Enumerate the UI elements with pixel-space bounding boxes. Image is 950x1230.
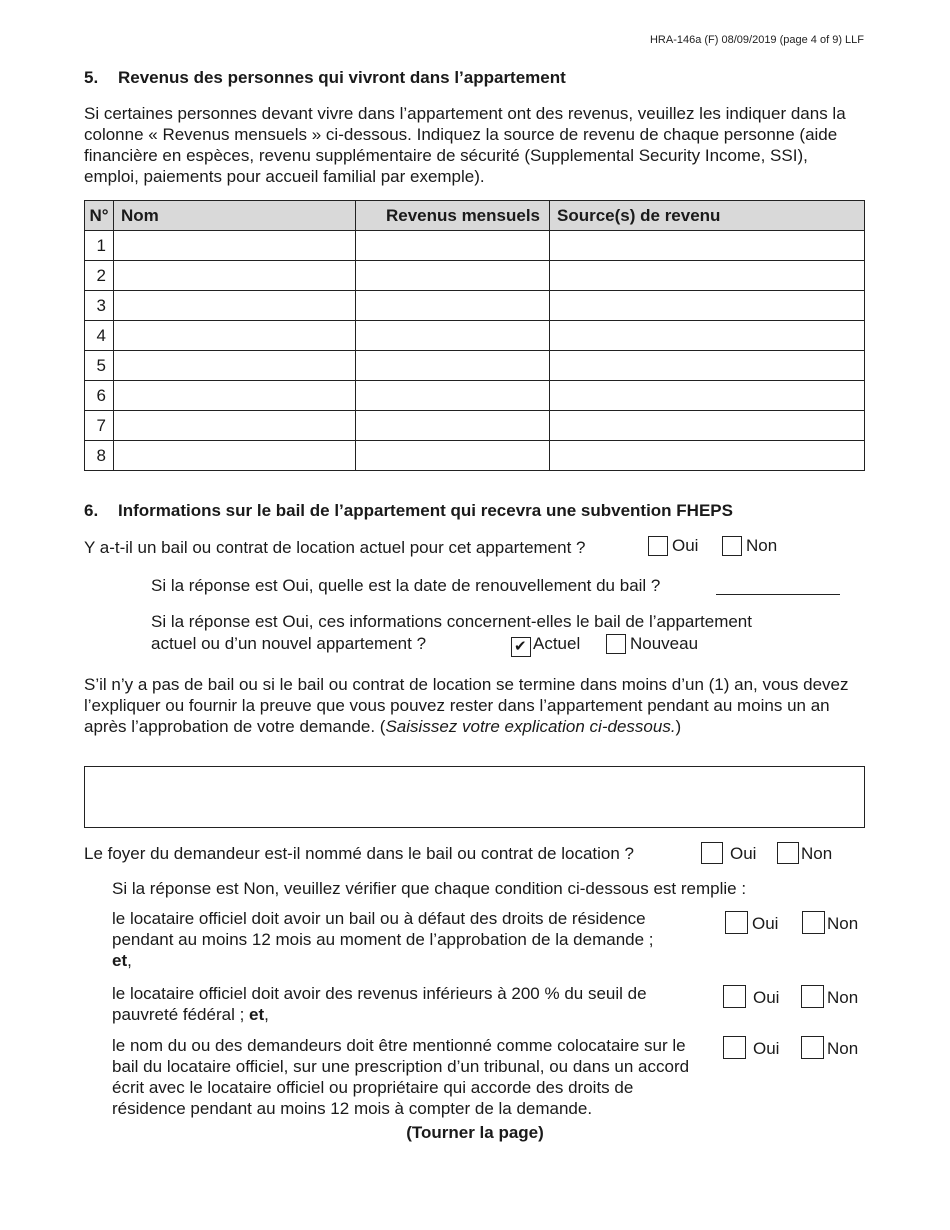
explanation-instructions-text: S’il n’y a pas de bail ou si le bail ou contrat de location se termine dans moins d’un (1) an, vous devez l’expliquer ou fournir la preuve que vous pouvez rester dans l’appartement pendant au moins un an après l’approbation de votre demande. ( [84, 675, 849, 736]
condition-1-non-label: Non [827, 914, 859, 933]
apartment-nouveau-label: Nouveau [630, 634, 699, 653]
monthly-income-cell[interactable] [356, 351, 550, 381]
table-row [85, 411, 865, 441]
col-header-name: Nom [114, 201, 356, 231]
condition-3-non-label: Non [827, 1039, 859, 1058]
monthly-income-cell[interactable] [356, 441, 550, 471]
apartment-nouveau[interactable] [606, 633, 698, 654]
lease-exists-non[interactable] [722, 535, 777, 556]
row-number: 7 [85, 411, 114, 441]
monthly-income-cell[interactable] [356, 411, 550, 441]
condition-1-oui-label: Oui [752, 914, 779, 933]
name-cell[interactable] [114, 381, 356, 411]
condition-2-non[interactable] [801, 985, 858, 1008]
income-source-cell[interactable] [550, 231, 865, 261]
row-number: 3 [85, 291, 114, 321]
question-household-named: Le foyer du demandeur est-il nommé dans le bail ou contrat de location ? [84, 844, 634, 863]
row-number: 5 [85, 351, 114, 381]
condition-1-oui[interactable] [725, 911, 778, 934]
explanation-instructions-italic: Saisissez votre explication ci-dessous. [385, 717, 676, 736]
condition-1-end: , [127, 951, 132, 970]
condition-2-oui-checkbox[interactable] [723, 985, 746, 1008]
condition-2-text [112, 983, 710, 1025]
condition-1-oui-checkbox[interactable] [725, 911, 748, 934]
condition-3-text: le nom du ou des demandeurs doit être mentionné comme colocataire sur le bail du locataire officiel, sur une prescription d’un tribunal, ou dans un accord écrit avec le locataire officiel ou propriétaire qui accorde des droits de résidence pendant au moins 12 mois à compter de la demande. [112, 1036, 690, 1118]
condition-1-et: et [112, 951, 128, 970]
explanation-instructions-close: ) [675, 717, 682, 736]
household-named-non[interactable] [777, 842, 832, 864]
renewal-date-field[interactable] [716, 594, 840, 595]
explanation-instructions [84, 674, 866, 737]
name-cell[interactable] [114, 261, 356, 291]
condition-2-non-label: Non [827, 988, 859, 1007]
section-6-number: 6. [84, 501, 99, 520]
row-number: 6 [85, 381, 114, 411]
question-which-apartment-line2: actuel ou d’un nouvel appartement ? [151, 634, 427, 653]
income-source-cell[interactable] [550, 291, 865, 321]
condition-1-non-checkbox[interactable] [802, 911, 825, 934]
condition-2-et: et [249, 1005, 265, 1024]
section-5-heading: Revenus des personnes qui vivront dans l’appartement [118, 68, 566, 87]
name-cell[interactable] [114, 351, 356, 381]
income-source-cell[interactable] [550, 261, 865, 291]
form-reference: HRA-146a (F) 08/09/2019 (page 4 of 9) LLF [649, 34, 864, 46]
table-row [85, 291, 865, 321]
condition-3-oui-label: Oui [753, 1039, 780, 1058]
income-source-cell[interactable] [550, 321, 865, 351]
apartment-nouveau-checkbox[interactable] [606, 634, 626, 654]
lease-exists-oui-checkbox[interactable] [648, 536, 668, 556]
question-lease-exists: Y a-t-il un bail ou contrat de location actuel pour cet appartement ? [84, 538, 586, 557]
check-icon: ✔ [514, 638, 527, 655]
income-source-cell[interactable] [550, 441, 865, 471]
lease-exists-non-label: Non [746, 536, 778, 555]
name-cell[interactable] [114, 291, 356, 321]
condition-3-oui[interactable] [723, 1036, 779, 1059]
household-named-oui-label: Oui [730, 844, 757, 863]
monthly-income-cell[interactable] [356, 261, 550, 291]
apartment-actuel-checkbox[interactable] [511, 637, 531, 657]
section-5-title [84, 68, 566, 88]
household-named-oui-checkbox[interactable] [701, 842, 723, 864]
name-cell[interactable] [114, 231, 356, 261]
name-cell[interactable] [114, 321, 356, 351]
condition-2-end: , [264, 1005, 269, 1024]
apartment-actuel-label: Actuel [533, 634, 581, 653]
question-which-apartment-line1: Si la réponse est Oui, ces informations concernent-elles le bail de l’appartement [151, 612, 752, 631]
monthly-income-cell[interactable] [356, 321, 550, 351]
section-6-heading: Informations sur le bail de l’appartement qui recevra une subvention FHEPS [118, 501, 733, 520]
table-row [85, 231, 865, 261]
condition-3-non-checkbox[interactable] [801, 1036, 824, 1059]
name-cell[interactable] [114, 411, 356, 441]
row-number: 8 [85, 441, 114, 471]
explanation-textbox[interactable] [84, 766, 865, 828]
monthly-income-cell[interactable] [356, 291, 550, 321]
condition-1-body: le locataire officiel doit avoir un bail ou à défaut des droits de résidence pendant au moins 12 mois au moment de l’approbation de la demande ; [112, 909, 654, 949]
income-table-header-row [85, 201, 865, 231]
apartment-actuel[interactable] [511, 633, 580, 657]
condition-2-body: le locataire officiel doit avoir des revenus inférieurs à 200 % du seuil de pauvreté fédéral ; [112, 984, 647, 1024]
income-source-cell[interactable] [550, 351, 865, 381]
row-number: 4 [85, 321, 114, 351]
conditions-intro: Si la réponse est Non, veuillez vérifier que chaque condition ci-dessous est remplie : [112, 879, 747, 898]
col-header-income-source: Source(s) de revenu [550, 201, 865, 231]
household-named-non-checkbox[interactable] [777, 842, 799, 864]
income-source-cell[interactable] [550, 411, 865, 441]
name-cell[interactable] [114, 441, 356, 471]
table-row [85, 261, 865, 291]
row-number: 2 [85, 261, 114, 291]
section-6-title [84, 501, 733, 521]
condition-1-text [112, 908, 710, 971]
row-number: 1 [85, 231, 114, 261]
monthly-income-cell[interactable] [356, 381, 550, 411]
question-renewal-date: Si la réponse est Oui, quelle est la date de renouvellement du bail ? [151, 576, 661, 595]
section-5-number: 5. [84, 68, 99, 87]
household-named-oui[interactable] [701, 842, 756, 864]
lease-exists-non-checkbox[interactable] [722, 536, 742, 556]
monthly-income-cell[interactable] [356, 231, 550, 261]
income-table [84, 200, 865, 471]
condition-2-oui-label: Oui [753, 988, 780, 1007]
condition-1-non[interactable] [802, 911, 858, 934]
turn-page-note: (Tourner la page) [406, 1123, 544, 1142]
table-row [85, 321, 865, 351]
lease-exists-oui-label: Oui [672, 536, 699, 555]
condition-3-oui-checkbox[interactable] [723, 1036, 746, 1059]
household-named-non-label: Non [801, 844, 833, 863]
table-row [85, 351, 865, 381]
col-header-number: N° [85, 201, 114, 231]
income-source-cell[interactable] [550, 381, 865, 411]
condition-2-oui[interactable] [723, 985, 779, 1008]
table-row [85, 381, 865, 411]
table-row [85, 441, 865, 471]
condition-3-non[interactable] [801, 1036, 858, 1059]
condition-2-non-checkbox[interactable] [801, 985, 824, 1008]
lease-exists-oui[interactable] [648, 535, 698, 556]
col-header-monthly-income: Revenus mensuels [356, 201, 550, 231]
section-5-intro: Si certaines personnes devant vivre dans l’appartement ont des revenus, veuillez les indiquer dans la colonne « Revenus mensuels » ci-dessous. Indiquez la source de revenu de chaque personne (aide financière en espèces, revenu supplémentaire de sécurité (Supplemental Security Income, SSI), emploi, paiements pour accueil familial par exemple). [84, 104, 846, 186]
